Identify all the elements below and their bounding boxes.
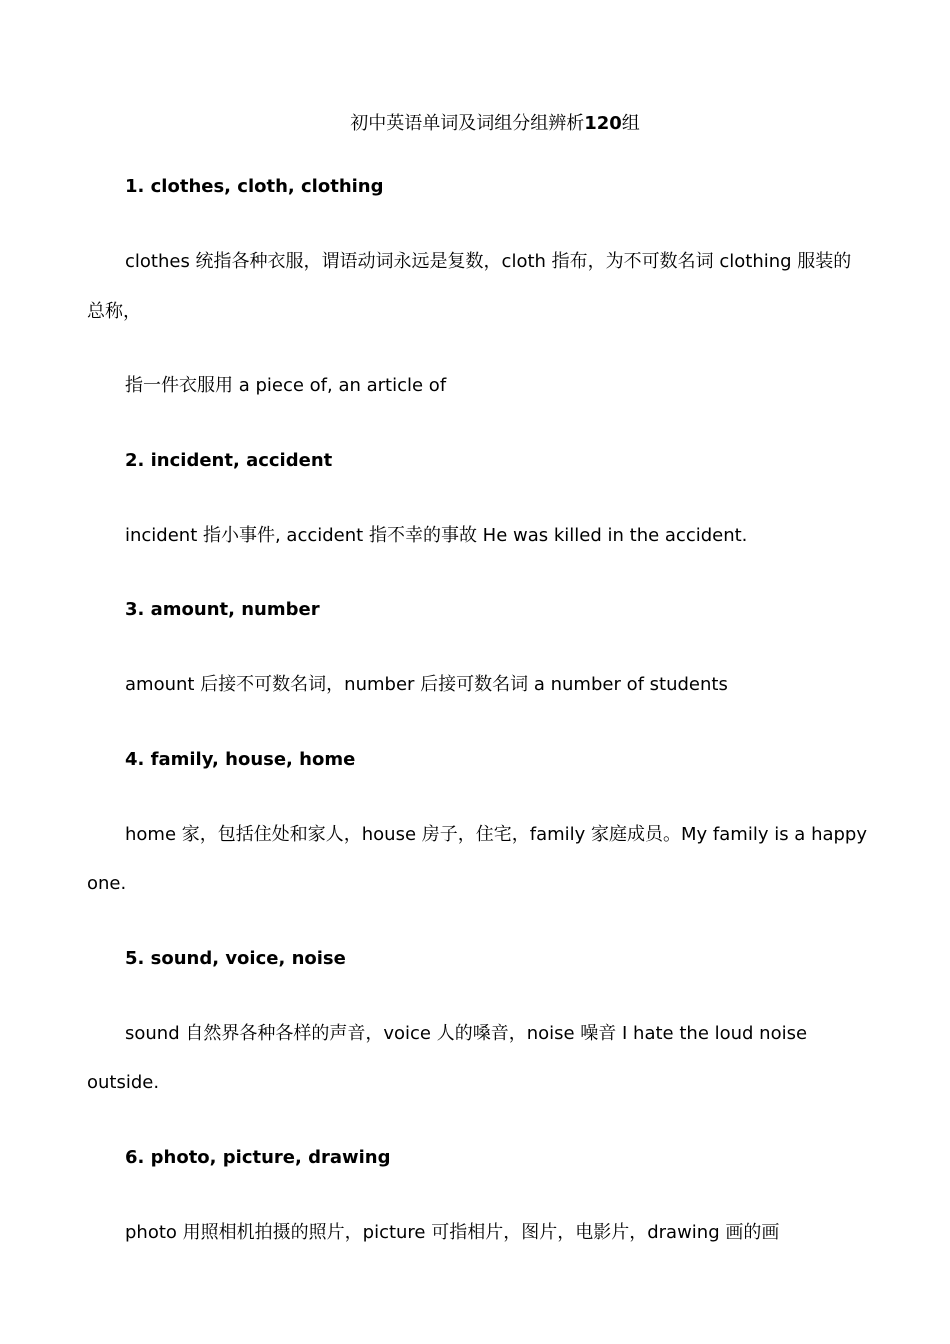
section-heading: 1. clothes, cloth, clothing [125, 176, 384, 197]
paragraph-line: clothes 统指各种衣服，谓语动词永远是复数，cloth 指布，为不可数名词 clothing 服装的 [125, 251, 852, 272]
title-suffix: 组 [621, 113, 640, 134]
paragraph-line: one. [87, 873, 127, 894]
section-heading: 5. sound, voice, noise [125, 948, 346, 969]
paragraph-line: outside. [87, 1072, 160, 1093]
paragraph-line: 总称， [87, 301, 141, 322]
paragraph-line: photo 用照相机拍摄的照片，picture 可指相片，图片，电影片，drawing 画的画 [125, 1222, 780, 1243]
section-heading: 6. photo, picture, drawing [125, 1147, 391, 1168]
paragraph-line: 指一件衣服用 a piece of, an article of [125, 375, 447, 396]
paragraph-line: amount 后接不可数名词，number 后接可数名词 a number of students [125, 674, 728, 695]
paragraph-line: incident 指小事件, accident 指不幸的事故 He was killed in the accident. [125, 525, 748, 546]
paragraph-line: home 家，包括住处和家人，house 房子，住宅，family 家庭成员。My family is a happy [125, 824, 868, 845]
document-title [0, 112, 950, 136]
section-heading: 3. amount, number [125, 599, 320, 620]
title-number: 120 [584, 113, 622, 134]
section-heading: 2. incident, accident [125, 450, 333, 471]
section-heading: 4. family, house, home [125, 749, 356, 770]
paragraph-line: sound 自然界各种各样的声音，voice 人的嗓音，noise 噪音 I hate the loud noise [125, 1023, 808, 1044]
title-text: 初中英语单词及词组分组辨析 [350, 113, 585, 134]
